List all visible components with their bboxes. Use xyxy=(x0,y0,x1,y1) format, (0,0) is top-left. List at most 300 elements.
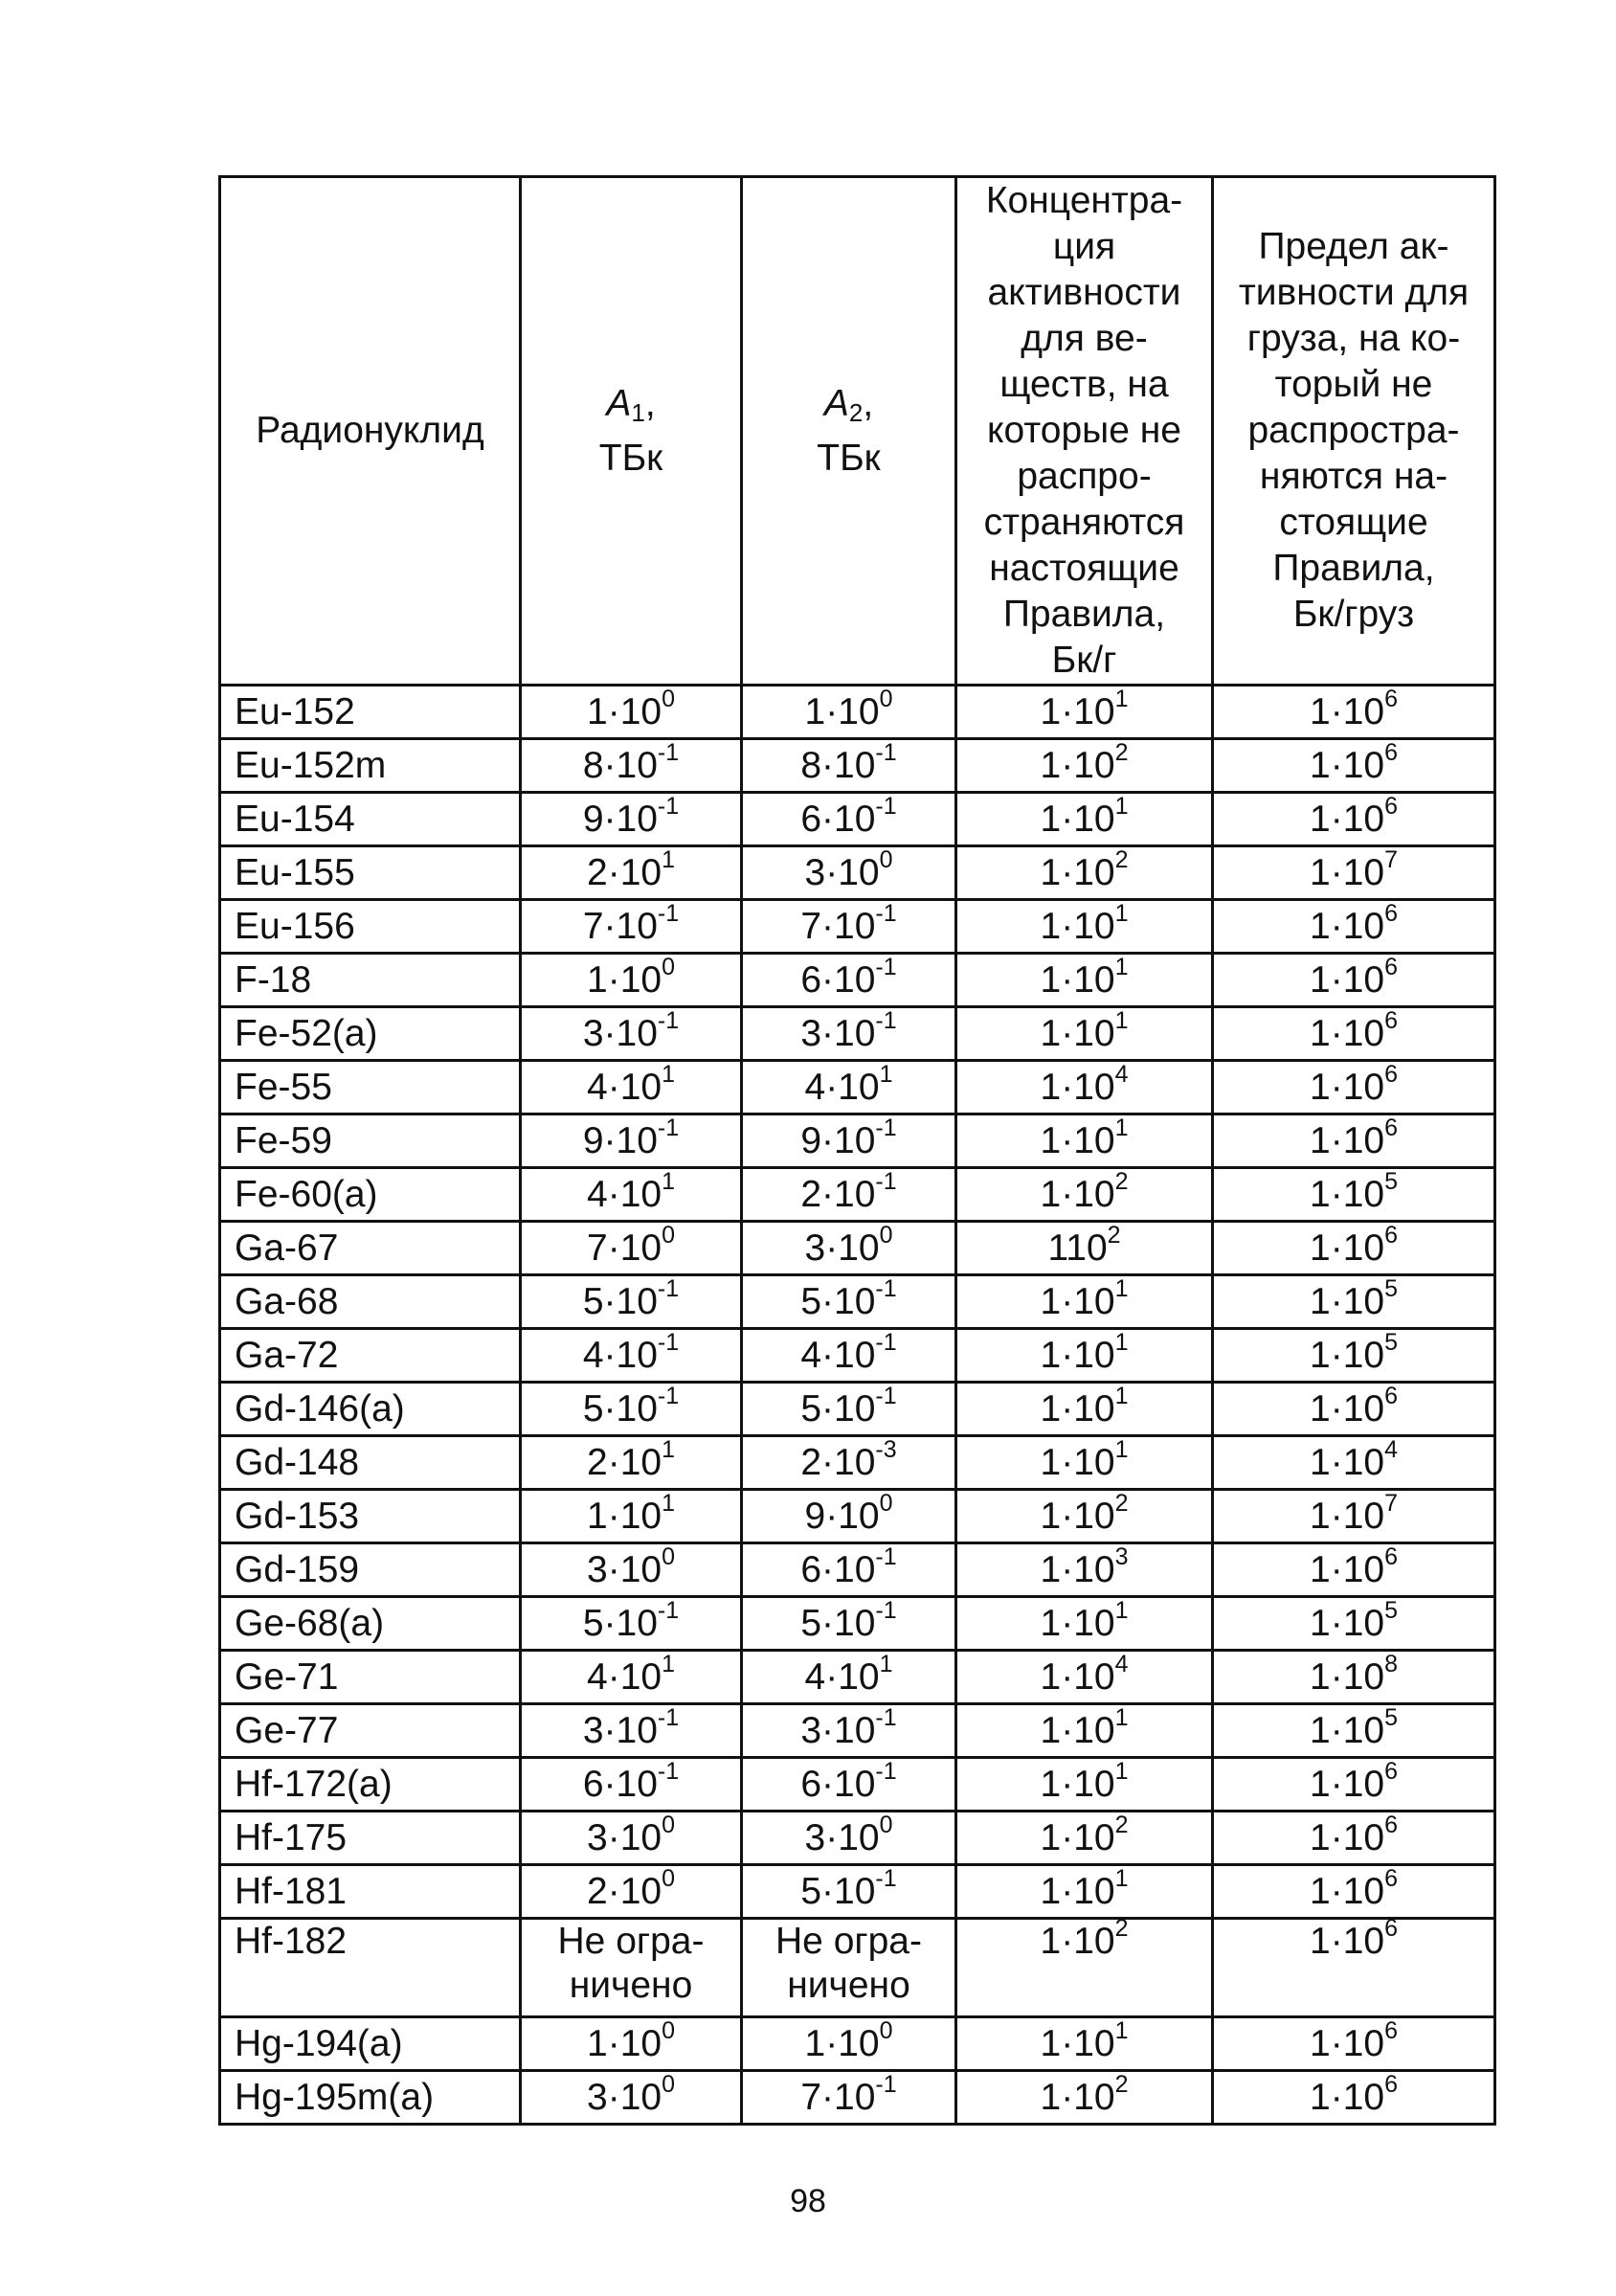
value-number xyxy=(1310,1704,1398,1751)
concentration-cell xyxy=(956,1915,1213,2017)
a2-cell xyxy=(742,954,956,1007)
nuclide-cell: Gd-153 xyxy=(220,1490,521,1543)
value-exponent: 1 xyxy=(1114,793,1129,820)
value-exponent: 1 xyxy=(1114,1329,1129,1356)
concentration-cell xyxy=(956,1383,1213,1436)
value-exponent: 5 xyxy=(1384,1704,1398,1731)
value-number xyxy=(1310,1007,1398,1054)
value-mantissa: 9·10 xyxy=(804,1496,880,1537)
a1-cell xyxy=(521,900,742,954)
value-number xyxy=(800,1865,897,1912)
value-mantissa: 1·10 xyxy=(587,2023,662,2064)
table-row xyxy=(220,1597,1495,1651)
value-number xyxy=(804,1812,893,1858)
value-number xyxy=(1040,793,1129,840)
value-exponent: 1 xyxy=(1114,954,1129,980)
value-number xyxy=(804,2017,893,2064)
page-number: 98 xyxy=(790,2183,826,2219)
value-mantissa: 1·10 xyxy=(587,691,662,732)
value-mantissa: 3·10 xyxy=(582,1710,658,1751)
nuclide-cell: Eu-155 xyxy=(220,846,521,900)
value-number xyxy=(804,1061,893,1108)
value-number xyxy=(800,1436,897,1483)
value-number xyxy=(1040,846,1129,893)
value-number xyxy=(1310,1436,1398,1483)
value-mantissa: 9·10 xyxy=(800,1120,876,1161)
value-number xyxy=(582,793,680,840)
value-mantissa: 1·10 xyxy=(1310,1013,1385,1054)
nuclide-cell: Hf-182 xyxy=(220,1919,521,2017)
value-mantissa: 1·10 xyxy=(1040,1549,1115,1590)
table-row xyxy=(220,900,1495,954)
value-mantissa: 1·10 xyxy=(1040,745,1115,786)
value-number xyxy=(1040,1275,1129,1322)
value-exponent: 1 xyxy=(879,1651,893,1677)
concentration-cell xyxy=(956,1007,1213,1061)
value-exponent: -1 xyxy=(875,900,897,927)
a2-cell xyxy=(742,1329,956,1383)
value-exponent: 6 xyxy=(1384,739,1398,766)
a2-cell xyxy=(742,1651,956,1704)
value-exponent: 6 xyxy=(1384,1812,1398,1838)
table-row xyxy=(220,1919,1495,2017)
value-mantissa: 1·10 xyxy=(1040,1013,1115,1054)
value-exponent: 1 xyxy=(662,1490,675,1517)
value-number xyxy=(1310,2071,1398,2118)
value-number xyxy=(1047,1222,1121,1269)
a2-cell xyxy=(742,1007,956,1061)
radionuclide-table xyxy=(218,175,1496,2126)
value-exponent: -1 xyxy=(875,793,897,820)
value-mantissa: 1·10 xyxy=(1310,1871,1385,1912)
nuclide-cell: Ga-68 xyxy=(220,1275,521,1329)
value-number xyxy=(582,1704,680,1751)
value-exponent: 1 xyxy=(1114,1383,1129,1409)
value-exponent: 2 xyxy=(1114,1490,1129,1517)
value-mantissa: 6·10 xyxy=(800,959,876,1001)
value-exponent: 0 xyxy=(662,1222,675,1249)
concentration-cell xyxy=(956,1436,1213,1490)
value-number xyxy=(1310,793,1398,840)
value-mantissa: 1·10 xyxy=(1310,1120,1385,1161)
concentration-cell xyxy=(956,1704,1213,1758)
header-a2 xyxy=(742,177,956,686)
value-exponent: 2 xyxy=(1114,739,1129,766)
value-mantissa: 4·10 xyxy=(582,1335,658,1376)
value-number xyxy=(1310,954,1398,1001)
concentration-cell xyxy=(956,1543,1213,1597)
a1-cell xyxy=(521,2071,742,2125)
value-exponent: 6 xyxy=(1384,1915,1398,1942)
value-exponent: 0 xyxy=(879,1222,893,1249)
value-number xyxy=(1310,1061,1398,1108)
value-mantissa: 1·10 xyxy=(1040,799,1115,840)
a1-cell xyxy=(521,1812,742,1865)
a2-cell xyxy=(742,846,956,900)
value-mantissa: 7·10 xyxy=(587,1227,662,1269)
value-mantissa: 1·10 xyxy=(1040,1388,1115,1429)
value-exponent: 1 xyxy=(662,1061,675,1088)
value-number xyxy=(1040,1114,1129,1161)
a2-cell xyxy=(742,1597,956,1651)
concentration-cell xyxy=(956,900,1213,954)
value-exponent: 2 xyxy=(1107,1222,1121,1249)
value-number xyxy=(582,1383,680,1429)
value-mantissa: 1·10 xyxy=(1040,2023,1115,2064)
value-number xyxy=(800,1114,897,1161)
value-mantissa: 5·10 xyxy=(800,1871,876,1912)
value-number xyxy=(1040,1651,1129,1698)
value-exponent: 0 xyxy=(662,1543,675,1570)
nuclide-cell: Hf-172(a) xyxy=(220,1758,521,1812)
nuclide-cell: Ge-77 xyxy=(220,1704,521,1758)
table-row xyxy=(220,1704,1495,1758)
value-mantissa: 1·10 xyxy=(1310,1656,1385,1698)
header-nuclide: Радионуклид xyxy=(220,177,521,686)
value-number xyxy=(1040,1915,1129,1962)
value-exponent: 4 xyxy=(1384,1436,1398,1463)
value-number xyxy=(587,954,675,1001)
table-row xyxy=(220,1007,1495,1061)
a1-cell xyxy=(521,2017,742,2071)
value-number xyxy=(800,1329,897,1376)
value-exponent: 6 xyxy=(1384,793,1398,820)
value-number xyxy=(582,1597,680,1644)
value-mantissa: 1·10 xyxy=(1040,1281,1115,1322)
value-exponent: 6 xyxy=(1384,686,1398,712)
value-number xyxy=(1310,1275,1398,1322)
value-number xyxy=(1040,1007,1129,1054)
activity-limit-cell xyxy=(1213,954,1495,1007)
a1-cell xyxy=(521,1222,742,1275)
value-exponent: -1 xyxy=(657,1758,680,1785)
value-exponent: 6 xyxy=(1384,1222,1398,1249)
value-mantissa: 1·10 xyxy=(1310,799,1385,840)
value-mantissa: 1·10 xyxy=(587,1496,662,1537)
value-exponent: -1 xyxy=(875,1758,897,1785)
value-mantissa: 4·10 xyxy=(587,1174,662,1215)
value-exponent: 6 xyxy=(1384,1007,1398,1034)
value-exponent: -1 xyxy=(875,1865,897,1892)
nuclide-cell: Gd-159 xyxy=(220,1543,521,1597)
value-mantissa: 3·10 xyxy=(582,1013,658,1054)
a1-cell xyxy=(521,1758,742,1812)
value-number xyxy=(587,846,675,893)
activity-limit-cell xyxy=(1213,1543,1495,1597)
nuclide-cell: Ge-68(a) xyxy=(220,1597,521,1651)
value-exponent: -1 xyxy=(657,1275,680,1302)
table-row xyxy=(220,1490,1495,1543)
a2-cell xyxy=(742,1436,956,1490)
value-exponent: 6 xyxy=(1384,2017,1398,2044)
value-exponent: 0 xyxy=(662,2071,675,2098)
header-a2-symbol: A xyxy=(823,382,849,424)
a1-cell xyxy=(521,1114,742,1168)
concentration-cell xyxy=(956,1061,1213,1114)
value-exponent: 1 xyxy=(1114,1114,1129,1141)
value-mantissa: 1·10 xyxy=(1310,1764,1385,1805)
value-number xyxy=(800,1275,897,1322)
activity-limit-cell xyxy=(1213,1436,1495,1490)
value-mantissa: 3·10 xyxy=(587,1817,662,1858)
value-number xyxy=(1310,1758,1398,1805)
value-exponent: 0 xyxy=(879,1490,893,1517)
nuclide-cell: Hg-195m(a) xyxy=(220,2071,521,2125)
a1-cell xyxy=(521,1168,742,1222)
value-number xyxy=(1310,846,1398,893)
value-exponent: 1 xyxy=(1114,1704,1129,1731)
value-exponent: -1 xyxy=(657,1383,680,1409)
concentration-cell xyxy=(956,1168,1213,1222)
value-exponent: 6 xyxy=(1384,2071,1398,2098)
value-mantissa: 5·10 xyxy=(582,1603,658,1644)
value-exponent: 1 xyxy=(1114,1275,1129,1302)
value-number xyxy=(1040,2071,1129,2118)
value-number xyxy=(1040,1490,1129,1537)
header-a1-unit: , ТБк xyxy=(598,382,663,479)
value-exponent: -1 xyxy=(657,1597,680,1624)
table-row xyxy=(220,1812,1495,1865)
value-mantissa: 3·10 xyxy=(800,1710,876,1751)
value-mantissa: 3·10 xyxy=(804,852,880,893)
table-header-row xyxy=(220,177,1495,686)
a2-cell xyxy=(742,1275,956,1329)
value-exponent: 1 xyxy=(1114,686,1129,712)
value-mantissa: 1·10 xyxy=(1310,1067,1385,1108)
value-mantissa: 9·10 xyxy=(582,799,658,840)
table-row xyxy=(220,1114,1495,1168)
value-mantissa: 1·10 xyxy=(1310,1335,1385,1376)
value-exponent: 0 xyxy=(662,1812,675,1838)
value-mantissa: 1·10 xyxy=(1040,691,1115,732)
header-a2-unit: , ТБк xyxy=(817,382,881,479)
activity-limit-cell xyxy=(1213,2071,1495,2125)
value-number xyxy=(587,1436,675,1483)
value-mantissa: 1·10 xyxy=(1310,1281,1385,1322)
value-mantissa: 1·10 xyxy=(1310,1921,1385,1962)
value-mantissa: 3·10 xyxy=(804,1817,880,1858)
activity-limit-cell xyxy=(1213,1114,1495,1168)
concentration-cell xyxy=(956,1651,1213,1704)
activity-limit-cell xyxy=(1213,1597,1495,1651)
value-number xyxy=(1310,1915,1398,1962)
table-row xyxy=(220,846,1495,900)
a1-cell xyxy=(521,846,742,900)
value-number xyxy=(587,1061,675,1108)
value-number xyxy=(800,793,897,840)
value-number xyxy=(1040,1704,1129,1751)
concentration-cell xyxy=(956,2071,1213,2125)
concentration-cell xyxy=(956,1222,1213,1275)
value-number xyxy=(1040,1383,1129,1429)
value-number xyxy=(1310,2017,1398,2064)
table-row xyxy=(220,1061,1495,1114)
value-number xyxy=(1310,1865,1398,1912)
activity-limit-cell xyxy=(1213,1490,1495,1543)
nuclide-cell: Gd-146(a) xyxy=(220,1383,521,1436)
value-number xyxy=(1310,1812,1398,1858)
value-mantissa: 3·10 xyxy=(587,2077,662,2118)
a1-cell xyxy=(521,1597,742,1651)
value-number xyxy=(1040,1543,1129,1590)
value-number xyxy=(1040,900,1129,947)
value-number xyxy=(800,739,897,786)
value-number xyxy=(582,1758,680,1805)
activity-limit-cell xyxy=(1213,793,1495,846)
value-number xyxy=(1310,739,1398,786)
activity-limit-cell xyxy=(1213,1915,1495,2017)
value-exponent: -1 xyxy=(875,2071,897,2098)
value-number xyxy=(587,1812,675,1858)
value-exponent: 1 xyxy=(662,846,675,873)
value-number xyxy=(1310,1651,1398,1698)
value-mantissa: 1·10 xyxy=(1310,959,1385,1001)
a2-cell xyxy=(742,1812,956,1865)
a2-cell xyxy=(742,1490,956,1543)
value-mantissa: 1·10 xyxy=(1310,2023,1385,2064)
value-mantissa: 2·10 xyxy=(587,1871,662,1912)
nuclide-cell: Ga-67 xyxy=(220,1222,521,1275)
nuclide-cell: F-18 xyxy=(220,954,521,1007)
value-exponent: 2 xyxy=(1114,846,1129,873)
value-mantissa: 5·10 xyxy=(582,1388,658,1429)
a1-cell xyxy=(521,1704,742,1758)
activity-limit-cell xyxy=(1213,1812,1495,1865)
value-exponent: 6 xyxy=(1384,900,1398,927)
value-mantissa: 1·10 xyxy=(804,2023,880,2064)
activity-limit-cell xyxy=(1213,1329,1495,1383)
value-mantissa: 3·10 xyxy=(587,1549,662,1590)
value-mantissa: 1·10 xyxy=(1310,1227,1385,1269)
value-mantissa: 1·10 xyxy=(1040,1067,1115,1108)
value-mantissa: 1·10 xyxy=(1310,852,1385,893)
a2-cell: Не огра- ничено xyxy=(742,1919,956,2017)
activity-limit-cell xyxy=(1213,1383,1495,1436)
value-number xyxy=(1040,739,1129,786)
value-number xyxy=(800,2071,897,2118)
value-mantissa: 6·10 xyxy=(582,1764,658,1805)
value-number xyxy=(800,1168,897,1215)
a1-cell xyxy=(521,793,742,846)
value-number xyxy=(1310,1383,1398,1429)
value-mantissa: 6·10 xyxy=(800,1549,876,1590)
a1-cell xyxy=(521,1383,742,1436)
activity-limit-cell xyxy=(1213,1275,1495,1329)
table-row xyxy=(220,739,1495,793)
value-mantissa: 1·10 xyxy=(1040,1603,1115,1644)
value-number xyxy=(800,1007,897,1054)
value-mantissa: 1·10 xyxy=(1310,1388,1385,1429)
value-number xyxy=(1040,1329,1129,1376)
value-number xyxy=(1310,900,1398,947)
a1-cell xyxy=(521,954,742,1007)
value-exponent: 0 xyxy=(879,846,893,873)
value-exponent: -1 xyxy=(657,1704,680,1731)
value-mantissa: 2·10 xyxy=(800,1174,876,1215)
value-exponent: 1 xyxy=(1114,1865,1129,1892)
value-number xyxy=(587,1490,675,1537)
value-number xyxy=(1040,1168,1129,1215)
value-exponent: -1 xyxy=(875,1114,897,1141)
value-number xyxy=(582,739,680,786)
value-mantissa: 1·10 xyxy=(1310,1496,1385,1537)
a1-cell xyxy=(521,1061,742,1114)
activity-limit-cell xyxy=(1213,1758,1495,1812)
value-number xyxy=(1310,1490,1398,1537)
value-mantissa: 1·10 xyxy=(804,691,880,732)
value-exponent: 6 xyxy=(1384,1061,1398,1088)
value-exponent: 0 xyxy=(879,686,893,712)
a2-cell xyxy=(742,2071,956,2125)
value-number xyxy=(1040,1436,1129,1483)
value-mantissa: 1·10 xyxy=(1040,906,1115,947)
activity-limit-cell xyxy=(1213,900,1495,954)
table-row xyxy=(220,1651,1495,1704)
value-exponent: 2 xyxy=(1114,1168,1129,1195)
value-mantissa: 4·10 xyxy=(804,1656,880,1698)
concentration-cell xyxy=(956,954,1213,1007)
value-exponent: -1 xyxy=(875,1329,897,1356)
nuclide-cell: Fe-55 xyxy=(220,1061,521,1114)
value-mantissa: 5·10 xyxy=(800,1281,876,1322)
value-exponent: 7 xyxy=(1384,846,1398,873)
value-exponent: 1 xyxy=(662,1436,675,1463)
value-mantissa: 1·10 xyxy=(587,959,662,1001)
value-exponent: 5 xyxy=(1384,1597,1398,1624)
value-mantissa: 3·10 xyxy=(804,1227,880,1269)
a1-cell xyxy=(521,1651,742,1704)
value-exponent: 1 xyxy=(1114,2017,1129,2044)
a2-cell xyxy=(742,1168,956,1222)
value-number xyxy=(804,1222,893,1269)
value-mantissa: 9·10 xyxy=(582,1120,658,1161)
value-number xyxy=(587,1651,675,1698)
value-exponent: 1 xyxy=(1114,1436,1129,1463)
nuclide-cell: Fe-59 xyxy=(220,1114,521,1168)
value-exponent: -1 xyxy=(875,1704,897,1731)
a1-cell xyxy=(521,1543,742,1597)
concentration-cell xyxy=(956,1597,1213,1651)
value-mantissa: 7·10 xyxy=(582,906,658,947)
value-exponent: -1 xyxy=(657,1007,680,1034)
value-mantissa: 1·10 xyxy=(1040,1174,1115,1215)
value-exponent: 0 xyxy=(662,686,675,712)
value-exponent: -1 xyxy=(657,1114,680,1141)
value-mantissa: 1·10 xyxy=(1040,1871,1115,1912)
value-number xyxy=(800,1383,897,1429)
nuclide-cell: Eu-154 xyxy=(220,793,521,846)
value-mantissa: 1·10 xyxy=(1040,1335,1115,1376)
value-mantissa: 1·10 xyxy=(1040,959,1115,1001)
value-exponent: -1 xyxy=(657,900,680,927)
value-mantissa: 1·10 xyxy=(1040,1817,1115,1858)
value-exponent: 0 xyxy=(879,2017,893,2044)
value-exponent: 2 xyxy=(1114,1812,1129,1838)
value-mantissa: 6·10 xyxy=(800,1764,876,1805)
value-number xyxy=(587,1222,675,1269)
concentration-cell xyxy=(956,2017,1213,2071)
value-mantissa: 1·10 xyxy=(1310,1549,1385,1590)
value-exponent: 1 xyxy=(1114,1597,1129,1624)
value-mantissa: 1·10 xyxy=(1310,2077,1385,2118)
value-number xyxy=(1310,1168,1398,1215)
value-mantissa: 1·10 xyxy=(1310,1817,1385,1858)
a1-cell xyxy=(521,686,742,739)
header-activity-limit: Предел ак- тивности для груза, на ко- торый не распростра- няются на- стоящие Правила, Бк/груз xyxy=(1213,177,1495,686)
value-mantissa: 5·10 xyxy=(800,1388,876,1429)
activity-limit-cell xyxy=(1213,846,1495,900)
concentration-cell xyxy=(956,846,1213,900)
